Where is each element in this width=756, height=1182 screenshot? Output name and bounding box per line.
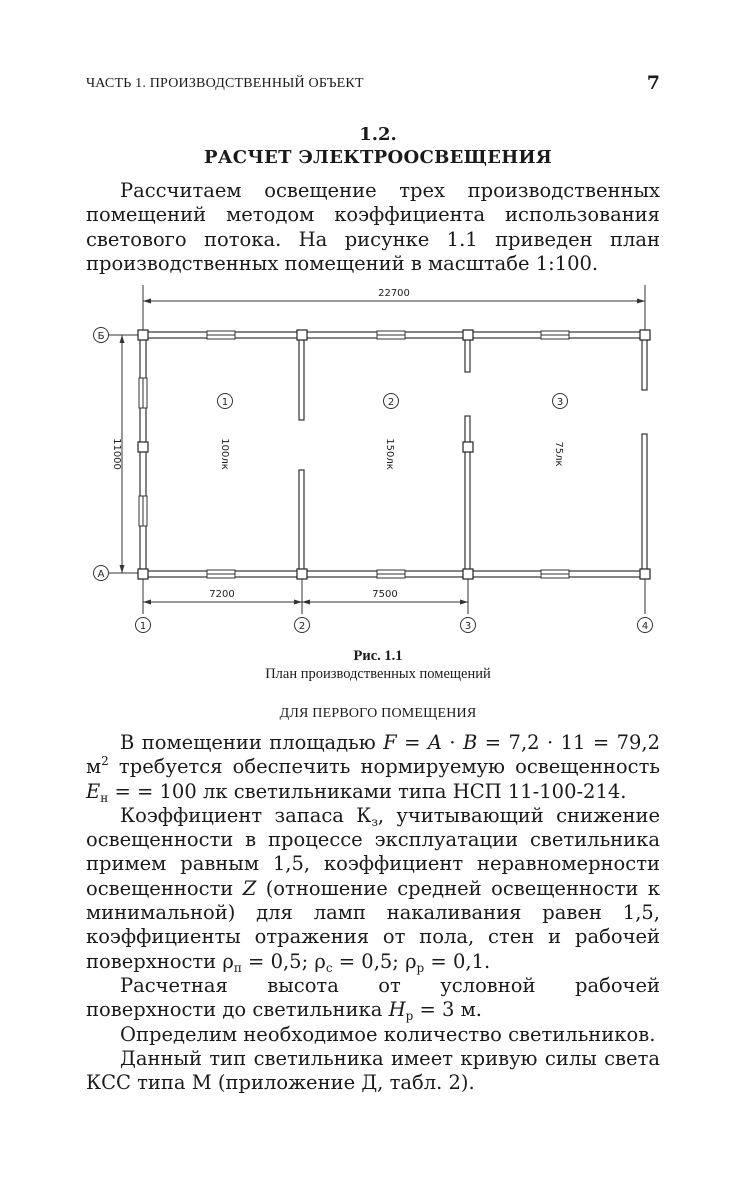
room-lux-2: 150лк — [384, 438, 395, 470]
intro-paragraph: Рассчитаем освещение трех производственных помещений методом коэффициента использования светового потока. На рисунке 1.1 приведен план производственных помещений в масштабе 1:100. — [86, 179, 660, 275]
room-lux-1: 100лк — [219, 438, 230, 470]
room-lux-3: 75лк — [553, 441, 564, 467]
main-text — [86, 731, 660, 1095]
figure-caption-text: План производственных помещений — [265, 666, 491, 682]
paragraph-kss: Данный тип светильника имеет кривую силы света КСС типа М (приложение Д, табл. 2). — [86, 1046, 660, 1095]
axis-col-2: 2 — [298, 621, 306, 632]
room-number-3: 3 — [556, 397, 564, 408]
floor-plan-drawing — [86, 284, 670, 642]
intro-text — [86, 179, 660, 276]
dim-height: 11000 — [111, 438, 122, 470]
floor-plan-figure — [86, 284, 670, 642]
dim-total: 22700 — [378, 288, 410, 299]
room-number-1: 1 — [221, 397, 229, 408]
axis-col-1: 1 — [139, 621, 147, 632]
axis-row-a: А — [97, 569, 105, 580]
paragraph-height: Расчетная высота от условной рабочей поверхности до светильника $H_р = 3$ м. — [86, 973, 660, 1024]
figure-caption-number: Рис. 1.1 — [353, 648, 403, 664]
subheading: ДЛЯ ПЕРВОГО ПОМЕЩЕНИЯ — [279, 706, 477, 721]
dim-bay-1: 7200 — [209, 589, 235, 600]
paragraph-coefficients: Коэффициент запаса $К_з$, учитывающий снижение освещенности в процессе эксплуатации светильника примем равным 1,5, коэффициент неравномерности освещенности Z (отношение средней освещенности к минимальной) для ламп накаливания равен 1,5, коэффициенты отражения от пола, стен и рабочей поверхности $\rho_п = 0,5$; $\rho_с = 0,5$; $\rho_р = 0,1$. — [86, 803, 660, 975]
room-number-2: 2 — [387, 397, 395, 408]
figure-caption — [0, 647, 756, 683]
page-number: 7 — [646, 72, 660, 94]
axis-col-3: 3 — [464, 621, 472, 632]
axis-row-b: Б — [97, 331, 105, 342]
axis-col-4: 4 — [641, 621, 649, 632]
paragraph-area: В помещении площадью F = A · B = 7,2 · 11 = 79,2 $м^2$ требуется обеспечить нормируемую освещенность $E_н$ = = 100 лк светильниками типа НСП 11-100-214. — [86, 731, 660, 805]
section-title: РАСЧЕТ ЭЛЕКТРООСВЕЩЕНИЯ — [204, 147, 552, 168]
section-number: 1.2. — [359, 124, 397, 145]
dim-bay-2: 7500 — [372, 589, 398, 600]
paragraph-count: Определим необходимое количество светильников. — [120, 1022, 656, 1046]
running-head: ЧАСТЬ 1. ПРОИЗВОДСТВЕННЫЙ ОБЪЕКТ — [86, 76, 364, 91]
